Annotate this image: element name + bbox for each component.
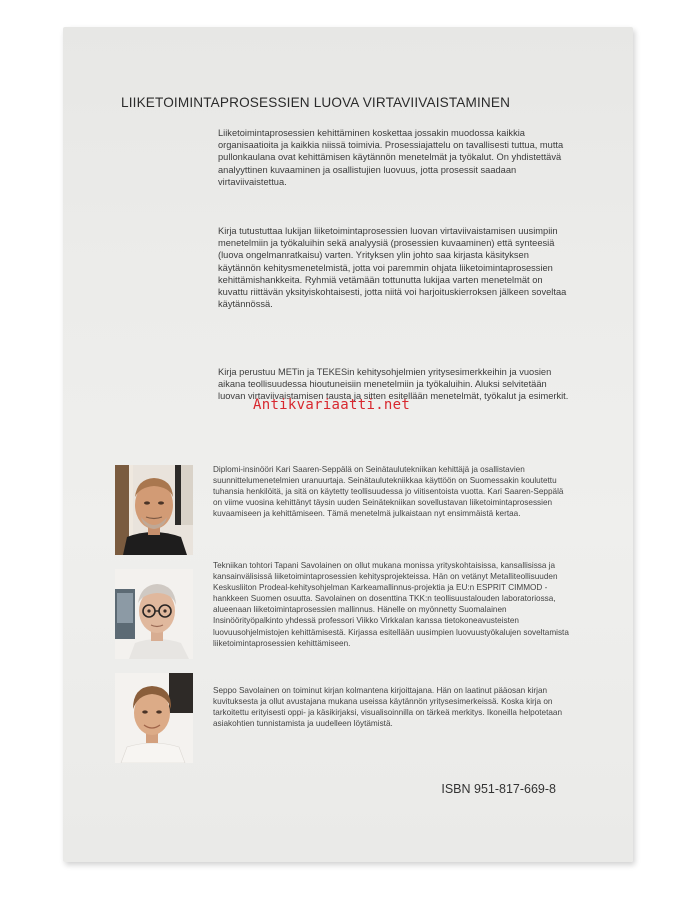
description-paragraph-2: Kirja tutustuttaa lukijan liiketoimintaprosessien luovan virtaviivaistamisen uusimpiin menetelmiin ja työkaluihin sekä analyysiä (prosessien kuvaaminen) että synteesiä (luova ongelmanratkaisu) varten. Yrityksen ylin johto saa kirjasta käsityksen käytännön kehitysmenetelmistä, jotta voi paremmin ohjata liiketoimintaprosessien kehittämishankkeita. Ryhmiä vetämään tottunutta lukijaa varten menetelmät on kuvattu riittävän yksityiskohtaisesti, jotta niitä voi harjoituskierroksen jälkeen soveltaa käytännössä. bbox=[218, 226, 567, 310]
book-title: LIIKETOIMINTAPROSESSIEN LUOVA VIRTAVIIVAISTAMINEN bbox=[121, 95, 511, 110]
isbn-number: ISBN 951-817-669-8 bbox=[441, 782, 556, 796]
author-photo-1 bbox=[115, 465, 193, 555]
author-photo-3 bbox=[115, 673, 193, 763]
author-bio-2: Tekniikan tohtori Tapani Savolainen on ollut mukana monissa yrityskohtaisissa, kansallisissa ja kansainvälisissä liiketoimintaprosessien kehitysprojekteissa. Hän on vetänyt Metalliteollisuuden Keskusliiton Prodeal-kehitysohjelman Karkeamallinnus-projektia ja EU:n ESPRIT CIMMOD -hankkeen Suomen osuutta. Savolainen on dosenttina TKK:n teollisuustalouden laboratoriossa, alueenaan liiketoimintaprosessien mallinnus. Hänelle on myönnetty Suomalainen Insinöörityöpalkinto yhdessä professori Viikko Virkkalan kanssa tietokoneavusteisten luovuusohjelmistojen kehittämisestä. Kirjassa esitellään uusimpien luovuustyökalujen soveltamista liiketoimintaprosessien kehittämiseen. bbox=[213, 561, 569, 648]
author-bio-3: Seppo Savolainen on toiminut kirjan kolmantena kirjoittajana. Hän on laatinut pääosan kirjan kuvituksesta ja ollut avustajana mukana useissa käytännön yritysesimerkeissä. Koska kirja on tarkoitettu erityisesti oppi- ja käsikirjaksi, visualisoinnilla on tärkeä merkitys. Ikoneilla helpotetaan asiakohtien tunnistamista ja uudelleen löytämistä. bbox=[213, 686, 563, 729]
author-bio-1: Diplomi-insinööri Kari Saaren-Seppälä on Seinätaulutekniikan kehittäjä ja osallistavien suunnittelumenetelmien uranuurtaja. Seinätaulutekniikkaa käyttöön on Suomessakin koulutettu tuhansia henkilöitä, ja sitä on käytetty teollisuudessa jo viitisentoista vuotta. Kari Saaren-Seppälä on viime vuosina kehittänyt täysin uuden Seinätekniikan sovellustavan liiketoimintaprosessien kuvaamiseen ja kehittämiseen. Tämä menetelmä julkaistaan nyt ensimmäistä kertaa. bbox=[213, 465, 564, 519]
description-paragraph-1: Liiketoimintaprosessien kehittäminen koskettaa jossakin muodossa kaikkia organisaatioita ja kaikkia niissä toimivia. Prosessiajattelu on tavallisesti tuttua, mutta pullonkaulana ovat kehittämisen käytännön menetelmät ja työkalut. On yhdistettävä analyyttinen kuvaaminen ja osallistujien luovuus, jotta prosessit saadaan virtaviivaistettua. bbox=[218, 128, 564, 187]
book-back-cover bbox=[63, 27, 633, 862]
watermark-text: Antikvariaatti.net bbox=[253, 397, 411, 413]
description-paragraph-3: Kirja perustuu METin ja TEKESin kehitysohjelmien yritysesimerkkeihin ja vuosien aikana teollisuudessa hioutuneisiin menetelmiin ja työkaluihin. Aluksi selvitetään luovan virtaviivaistamisen tausta ja sitten esitellään menetelmät, työkalut ja esimerkit. bbox=[218, 367, 569, 402]
author-photo-2 bbox=[115, 569, 193, 659]
